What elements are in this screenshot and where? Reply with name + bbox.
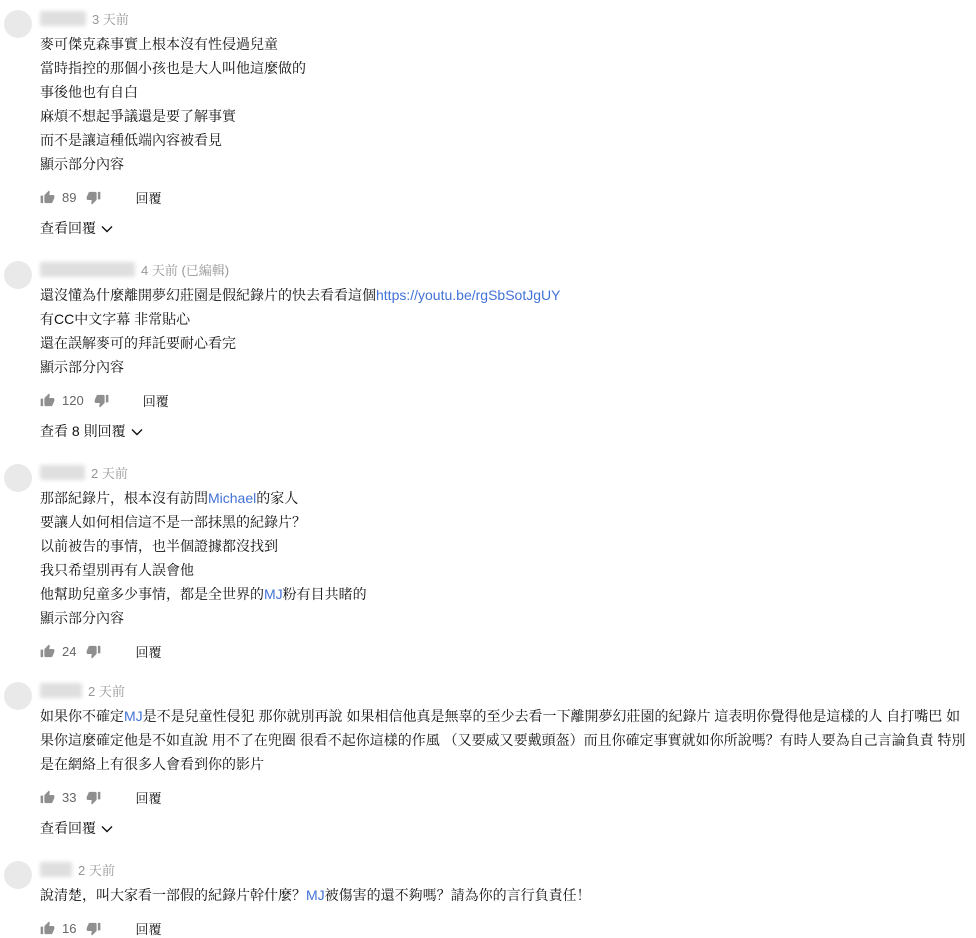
comment-thread [4, 259, 976, 441]
username-redacted[interactable] [40, 465, 85, 480]
comment-thread [4, 680, 976, 838]
comment-body [40, 680, 976, 838]
avatar[interactable] [4, 464, 32, 492]
username-redacted[interactable] [40, 683, 82, 698]
like-count: 89 [62, 189, 77, 205]
comment-timestamp[interactable]: 2 天前 [78, 862, 115, 878]
like-count: 16 [62, 920, 77, 936]
comment-body [40, 259, 976, 441]
reply-button[interactable]: 回覆 [135, 921, 162, 937]
inline-link[interactable]: MJ [306, 887, 325, 903]
comment-text-segment: 粉有目共睹的 [282, 586, 367, 602]
like-count: 120 [62, 392, 84, 408]
comment-header [40, 259, 968, 279]
comment-text-segment: 那部紀錄片，根本沒有訪問 [40, 490, 208, 506]
reply-button[interactable]: 回覆 [135, 790, 162, 806]
comment-header [40, 8, 968, 28]
reply-button[interactable]: 回覆 [135, 644, 162, 660]
inline-link[interactable]: Michael [208, 490, 257, 506]
comment-text-segment: 我只希望別再有人誤會他 [40, 562, 194, 578]
thumb-up-icon[interactable] [40, 790, 55, 805]
chevron-down-icon [101, 825, 113, 833]
thumb-up-icon[interactable] [40, 644, 55, 659]
comment-text-segment: 事後他也有自白 [40, 84, 138, 100]
comment-actions [40, 789, 968, 805]
comment-body [40, 8, 976, 238]
comment-text-segment: 是不是兒童性侵犯 那你就別再說 如果相信他真是無辜的至少去看一下離開夢幻莊園的紀錄片 這表明你覺得他是這樣的人 自打嘴巴 如果你這麼確定他是不如直說 用不了在兜圈 很看不起你這樣的作風 （又要威又要戴頭盔）而且你確定事實就如你所說嗎？有時人要為自己言論負責 特別是在網絡上有很多人會看到你的影片 [40, 708, 966, 772]
comment-text-segment: 的家人 [256, 490, 299, 506]
username-redacted[interactable] [40, 862, 72, 877]
thumb-down-icon[interactable] [86, 921, 101, 936]
show-more-link[interactable]: 顯示部分內容 [40, 156, 124, 172]
comment-text-segment: 有CC中文字幕 非常貼心 [40, 311, 191, 327]
comment-text-segment: 當時指控的那個小孩也是大人叫他這麼做的 [40, 60, 306, 76]
comment-timestamp[interactable]: 2 天前 [88, 683, 125, 699]
view-replies-toggle[interactable] [40, 818, 113, 838]
inline-link[interactable]: MJ [264, 586, 283, 602]
comment-body [40, 859, 976, 936]
show-more-link[interactable]: 顯示部分內容 [40, 359, 124, 375]
comment-text-segment: 說清楚，叫大家看一部假的紀錄片幹什麼？ [40, 887, 306, 903]
comment-timestamp[interactable]: 2 天前 [91, 465, 128, 481]
comment-text-segment: 麥可傑克森事實上根本沒有性侵過兒童 [40, 36, 278, 52]
comment-actions [40, 392, 968, 408]
thumb-down-icon[interactable] [86, 790, 101, 805]
comment-thread [4, 859, 976, 936]
reply-button[interactable]: 回覆 [142, 393, 169, 409]
view-replies-toggle[interactable] [40, 421, 143, 441]
comment-text [40, 704, 968, 776]
view-replies-toggle[interactable] [40, 218, 113, 238]
comment-text [40, 486, 968, 606]
comment-text [40, 883, 968, 907]
comment-header [40, 680, 968, 700]
comment-actions [40, 643, 968, 659]
comment-actions [40, 920, 968, 936]
comment-header [40, 462, 968, 482]
thumb-up-icon[interactable] [40, 190, 55, 205]
avatar[interactable] [4, 861, 32, 889]
inline-link[interactable]: MJ [124, 708, 143, 724]
thumb-down-icon[interactable] [86, 190, 101, 205]
username-redacted[interactable] [40, 262, 135, 277]
view-replies-label: 查看回覆 [40, 820, 96, 836]
like-count: 33 [62, 789, 77, 805]
thumb-up-icon[interactable] [40, 921, 55, 936]
comment-thread [4, 462, 976, 659]
comment-header [40, 859, 968, 879]
avatar[interactable] [4, 682, 32, 710]
thumb-down-icon[interactable] [94, 393, 109, 408]
view-replies-label: 查看 8 則回覆 [40, 423, 126, 439]
comment-timestamp[interactable]: 4 天前 (已編輯) [141, 262, 230, 278]
comment-text-segment: 被傷害的還不夠嗎？請為你的言行負責任！ [324, 887, 591, 903]
comment-actions [40, 189, 968, 205]
comment-text-segment: 還在誤解麥可的拜託要耐心看完 [40, 335, 236, 351]
comment-text-segment: 要讓人如何相信這不是一部抹黑的紀錄片？ [40, 514, 306, 530]
like-count: 24 [62, 643, 77, 659]
username-redacted[interactable] [40, 11, 86, 26]
show-more-link[interactable]: 顯示部分內容 [40, 610, 124, 626]
avatar[interactable] [4, 261, 32, 289]
avatar[interactable] [4, 10, 32, 38]
comment-thread [4, 8, 976, 238]
thumb-up-icon[interactable] [40, 393, 55, 408]
comment-text-segment: 如果你不確定 [40, 708, 124, 724]
inline-link[interactable]: https://youtu.be/rgSbSotJgUY [376, 287, 561, 303]
comment-text-segment: 麻煩不想起爭議還是要了解事實 [40, 108, 236, 124]
comment-text-segment: 還沒懂為什麼離開夢幻莊園是假紀錄片的快去看看這個 [40, 287, 376, 303]
chevron-down-icon [101, 225, 113, 233]
comment-text-segment: 他幫助兒童多少事情，都是全世界的 [40, 586, 264, 602]
comment-timestamp[interactable]: 3 天前 [92, 11, 129, 27]
reply-button[interactable]: 回覆 [135, 190, 162, 206]
view-replies-label: 查看回覆 [40, 220, 96, 236]
comment-body [40, 462, 976, 659]
comment-text-segment: 而不是讓這種低端內容被看見 [40, 132, 222, 148]
chevron-down-icon [131, 428, 143, 436]
comment-text-segment: 以前被告的事情，也半個證據都沒找到 [40, 538, 278, 554]
comment-text [40, 283, 968, 355]
comment-text [40, 32, 968, 152]
thumb-down-icon[interactable] [86, 644, 101, 659]
